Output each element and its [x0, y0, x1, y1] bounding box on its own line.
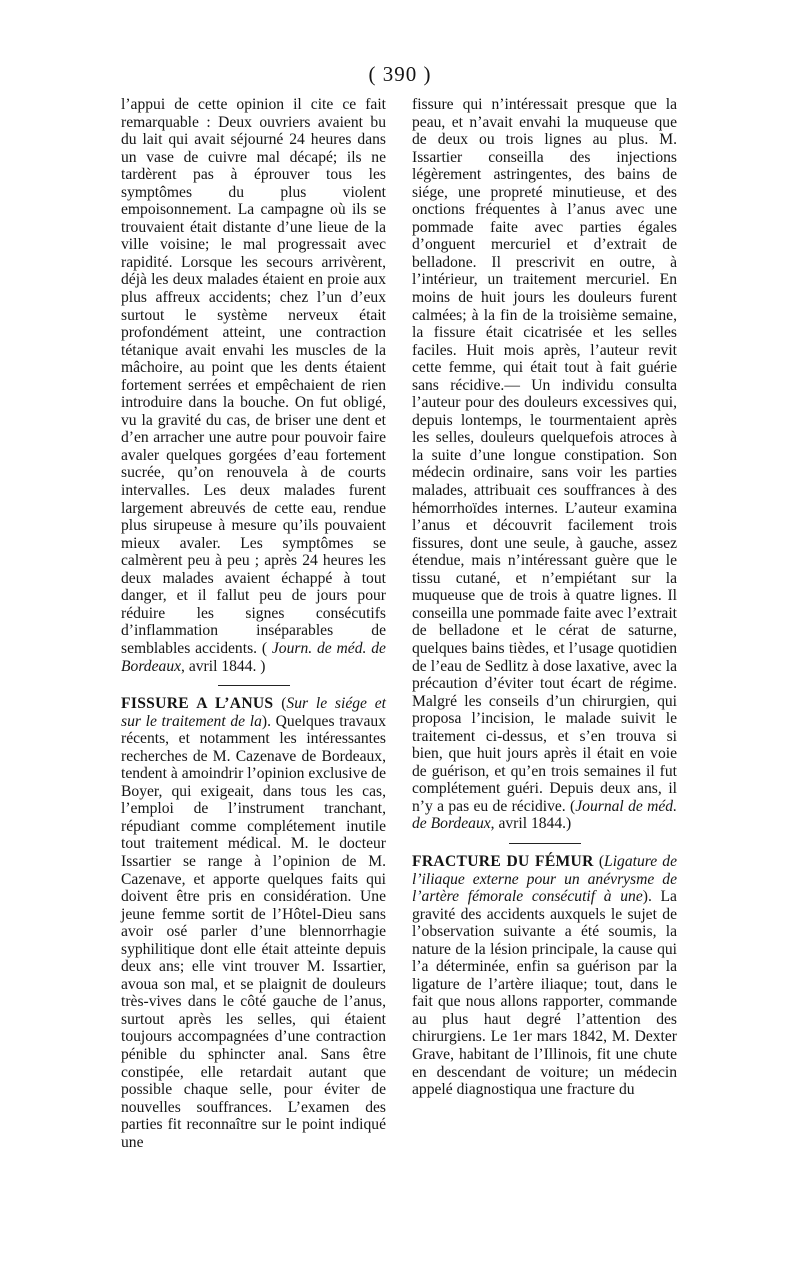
- right-paragraph-2: [412, 853, 677, 1099]
- section-subtitle-fissure: Sur le siége et sur le traitement de la: [121, 695, 387, 730]
- page-number: ( 390 ): [368, 62, 432, 86]
- left-paragraph-1-text: l’appui de cette opinion il cite ce fait remarquable : Deux ouvriers avaient bu du lait qui avait séjourné 24 heures dans un vase de cuivre mal décapé; ils ne tardèrent pas à éprouver tous les symptômes du plus violent empoisonnement. La campagne où ils se trouvaient était distante d’une lieue de la ville voisine; le mal progressait avec rapidité. Lorsque les secours arrivèrent, déjà les deux malades étaient en proie aux plus affreux accidents; chez l’un d’eux surtout le système nerveux était profondément atteint, une contraction tétanique avait envahi les muscles de la mâchoire, au point que les dents étaient fortement serrées et empêchaient de rien introduire dans la bouche. On fut obligé, vu la gravité du cas, de briser une dent et d’en arracher une autre pour pouvoir faire avaler quelques gorgées d’eau fortement sucrée, qu’on renouvela à de courts intervalles. Les deux malades furent largement abreuvés de cette eau, rendue plus sirupeuse à mesure qu’ils pouvaient mieux avaler. Les symptômes se calmèrent peu à peu ; après 24 heures les deux malades avaient échappé à tout danger, et il fallut peu de jours pour réduire les signes consécutifs d’inflammation inséparables de semblables accidents.: [121, 96, 386, 657]
- section-divider-right: [509, 843, 581, 844]
- right-paragraph-1-text: fissure qui n’intéressait presque que la peau, et n’avait envahi la muqueuse que de deux ou trois lignes au plus. M. Issartier conseilla des injections légèrement astringentes, des bains de siége, une propreté minutieuse, et des onctions fréquentes à l’anus avec une pommade faite avec parties égales d’onguent mercuriel et d’extrait de belladone. Il prescrivit en outre, à l’intérieur, un traitement mercuriel. En moins de huit jours les douleurs furent calmées; à la fin de la troisième semaine, la fissure était cicatrisée et les selles faciles. Huit mois après, l’auteur revit cette femme, qui était tout à fait guérie sans récidive.— Un individu consulta l’auteur pour des douleurs excessives qui, depuis lontemps, le tourmentaient après les selles, douleurs quelquefois atroces à la suite d’une longue constipation. Son médecin ordinaire, sans voir les parties malades, attribuait ces souffrances à des hémorrhoïdes internes. L’auteur examina l’anus et découvrit facilement trois fissures, dont une seule, à gauche, assez étendue, mais n’intéressant guère que le tissu cutané, et n’empiétant sur la muqueuse que de trois à quatre lignes. Il conseilla une pommade faite avec l’extrait de belladone et le cérat de saturne, quelques bains tièdes, et l’usage quotidien de l’eau de Sedlitz à dose laxative, avec la précaution d’éviter tout écart de régime. Malgré les conseils d’un chirurgien, qui proposa l’incision, le malade suivit le traitement ci-dessus, et s’en trouva si bien, que huit jours après il était en voie de guérison, et qu’en trois semaines il fut complétement guéri. Depuis deux ans, il n’y a pas eu de récidive.: [412, 96, 677, 815]
- left-source-open: (: [257, 639, 272, 657]
- right-subtitle-close: ).: [642, 888, 661, 906]
- right-column: [412, 96, 677, 1099]
- section-divider-left: [218, 685, 290, 686]
- section-heading-fissure: FISSURE A L’ANUS: [121, 695, 274, 713]
- right-paragraph-1: [412, 96, 677, 833]
- right-source-open: (: [565, 797, 576, 815]
- right-subtitle-open: (: [593, 852, 605, 870]
- right-paragraph-2-text: La gravité des accidents auxquels le sujet de l’observation suivante a été soumis, la nature de la lésion principale, la cause qui l’a déterminée, enfin sa guérison par la ligature de l’artère iliaque; tout, dans le fait que nous allons rapporter, commande au plus haut degré l’attention des chirurgiens. Le 1er mars 1842, M. Dexter Grave, habitant de l’Illinois, fit une chute en descendant de voiture; un médecin appelé diagnostiqua une fracture du: [412, 888, 677, 1099]
- left-subtitle-open: (: [273, 695, 287, 713]
- left-column: [121, 96, 386, 1151]
- left-source-citation: Journ. de méd. de Bordeaux: [121, 639, 386, 675]
- left-source-close: , avril 1844. ): [181, 657, 266, 675]
- left-paragraph-1: [121, 96, 386, 675]
- section-heading-fracture: FRACTURE DU FÉMUR: [412, 852, 594, 870]
- left-paragraph-2-text: Quelques travaux récents, et notamment les intéressantes recherches de M. Cazenave de Bordeaux, tendent à amoindrir l’opinion exclusive de Boyer, qui exigeait, dans tous les cas, l’emploi de l’instrument tranchant, répudiant comme complétement inutile tout traitement médical. M. le docteur Issartier se range à l’opinion de M. Cazenave, et apporte quelques faits qui doivent être pris en considération. Une jeune femme sortit de l’Hôtel-Dieu sans avoir osé parler d’une blennorrhagie syphilitique dont elle était atteinte depuis deux ans; elle vint trouver M. Issartier, avoua son mal, et se plaignit de douleurs très-vives dans le côté gauche de l’anus, surtout après les selles, qui étaient toujours accompagnées d’une contraction pénible du sphincter anal. Sans être constipée, elle retardait autant que possible chaque selle, pour éviter de nouvelles souffrances. L’examen des parties fit reconnaître sur le point indiqué une: [121, 712, 386, 1151]
- left-subtitle-close: ).: [261, 712, 276, 730]
- right-source-close: , avril 1844.): [490, 815, 572, 833]
- section-subtitle-fracture: Ligature de l’iliaque externe pour un anévrysme de l’artère fémorale consécutif à une: [412, 852, 677, 906]
- right-source-citation: Journal de méd. de Bordeaux: [412, 797, 678, 833]
- left-paragraph-2: [121, 695, 386, 1151]
